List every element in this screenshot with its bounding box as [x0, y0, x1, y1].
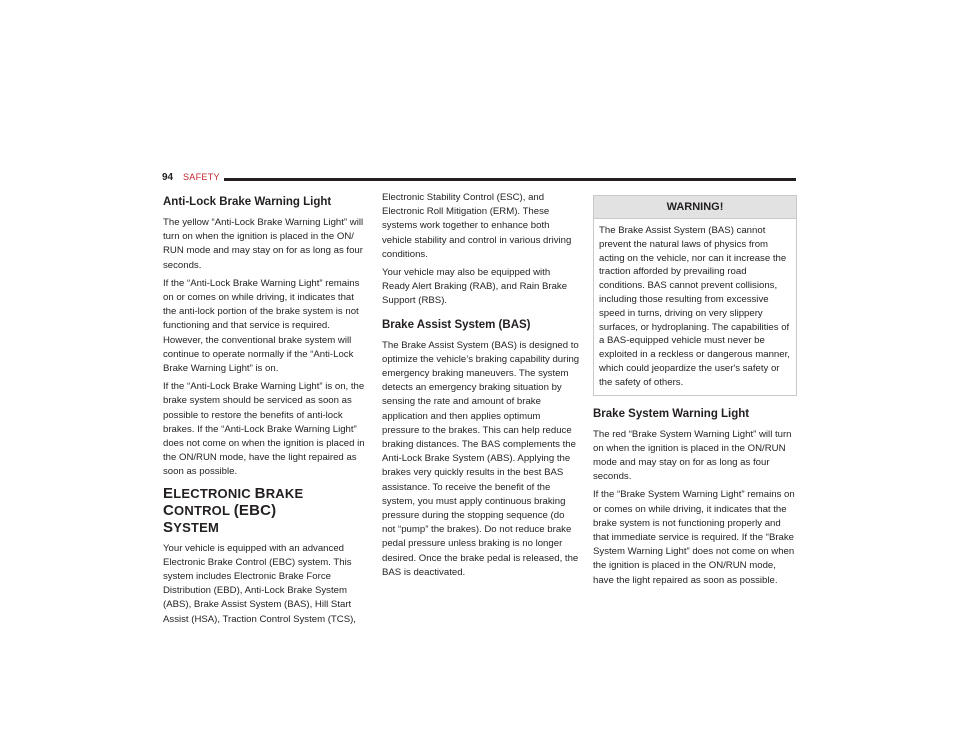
paragraph: If the “Brake System Warning Light” remains on or comes on while driving, it indicates that the brake system is not functioning properly and that immediate service is required. If the “Brake System Warning Light” does not come on when the ignition is placed in the ON/RUN mode, have the light repaired as soon as possible.: [593, 489, 795, 586]
column-right: [593, 195, 797, 592]
warning-text: The Brake Assist System (BAS) cannot prevent the natural laws of physics from acting on the vehicle, nor can it increase the traction afforded by prevailing road conditions. BAS cannot prevent collisions, including those resulting from excessive speed in turns, driving on very slippery surfaces, or hydroplaning. The capabilities of a BAS-equipped vehicle must never be exploited in a reckless or dangerous manner, which could jeopardize the user's safety or the safety of others.: [599, 225, 790, 388]
heading-electronic-brake-control: ELECTRONIC BRAKE CONTROL (EBC) SYSTEM: [163, 484, 304, 536]
paragraph: The red “Brake System Warning Light” will turn on when the ignition is placed in the ON/RUN mode and may stay on for as long as four seconds.: [593, 428, 792, 483]
paragraph: The yellow “Anti-Lock Brake Warning Light” will turn on when the ignition is placed in the ON/ RUN mode and may stay on for as long as four seconds.: [163, 217, 364, 271]
page-header: [162, 172, 796, 186]
column-middle: [382, 191, 580, 584]
heading-antilock-brake-warning-light: Anti-Lock Brake Warning Light: [163, 196, 332, 208]
paragraph: If the “Anti-Lock Brake Warning Light” remains on or comes on while driving, it indicates that the anti-lock portion of the brake system is not functioning and that service is required. However, the conventional brake system will continue to operate normally if the “Anti-Lock Brake Warning Light” is on.: [163, 277, 360, 375]
paragraph: Your vehicle may also be equipped with Ready Alert Braking (RAB), and Rain Brake Support (RBS).: [382, 267, 568, 307]
warning-title: WARNING!: [594, 196, 796, 219]
paragraph: The Brake Assist System (BAS) is designed to optimize the vehicle’s braking capability during emergency braking maneuvers. The system detects an emergency braking situation by sensing the rate and amount of brake application and then applies optimum pressure to the brakes. This can help reduce braking distances. The BAS complements the Anti-Lock Brake System (ABS). Applying the brakes very quickly results in the best BAS assistance. To receive the benefit of the system, you must apply continuous braking pressure during the stopping sequence (do not “pump” the brakes). Do not reduce brake pedal pressure unless braking is no longer desired. Once the brake pedal is released, the BAS is deactivated.: [382, 339, 580, 578]
warning-box: [593, 195, 797, 396]
section-title: SAFETY: [183, 172, 220, 182]
column-left: [163, 192, 368, 631]
header-rule: [224, 178, 796, 181]
paragraph: Your vehicle is equipped with an advanced Electronic Brake Control (EBC) system. This system includes Electronic Brake Force Distribution (EBD), Anti-Lock Brake System (ABS), Brake Assist System (BAS), Hill Start Assist (HSA), Traction Control System (TCS),: [163, 542, 356, 625]
paragraph: Electronic Stability Control (ESC), and Electronic Roll Mitigation (ERM). These systems work together to enhance both vehicle stability and control in various driving conditions.: [382, 192, 572, 260]
heading-brake-assist-system: Brake Assist System (BAS): [382, 318, 531, 331]
heading-brake-system-warning-light: Brake System Warning Light: [593, 407, 750, 420]
page-number: 94: [162, 172, 174, 183]
paragraph: If the “Anti-Lock Brake Warning Light” is on, the brake system should be serviced as soon as possible to restore the benefits of anti-lock brakes. If the “Anti-Lock Brake Warning Light” does not come on when the ignition is placed in the ON/RUN mode, have the light repaired as soon as possible.: [163, 381, 365, 478]
